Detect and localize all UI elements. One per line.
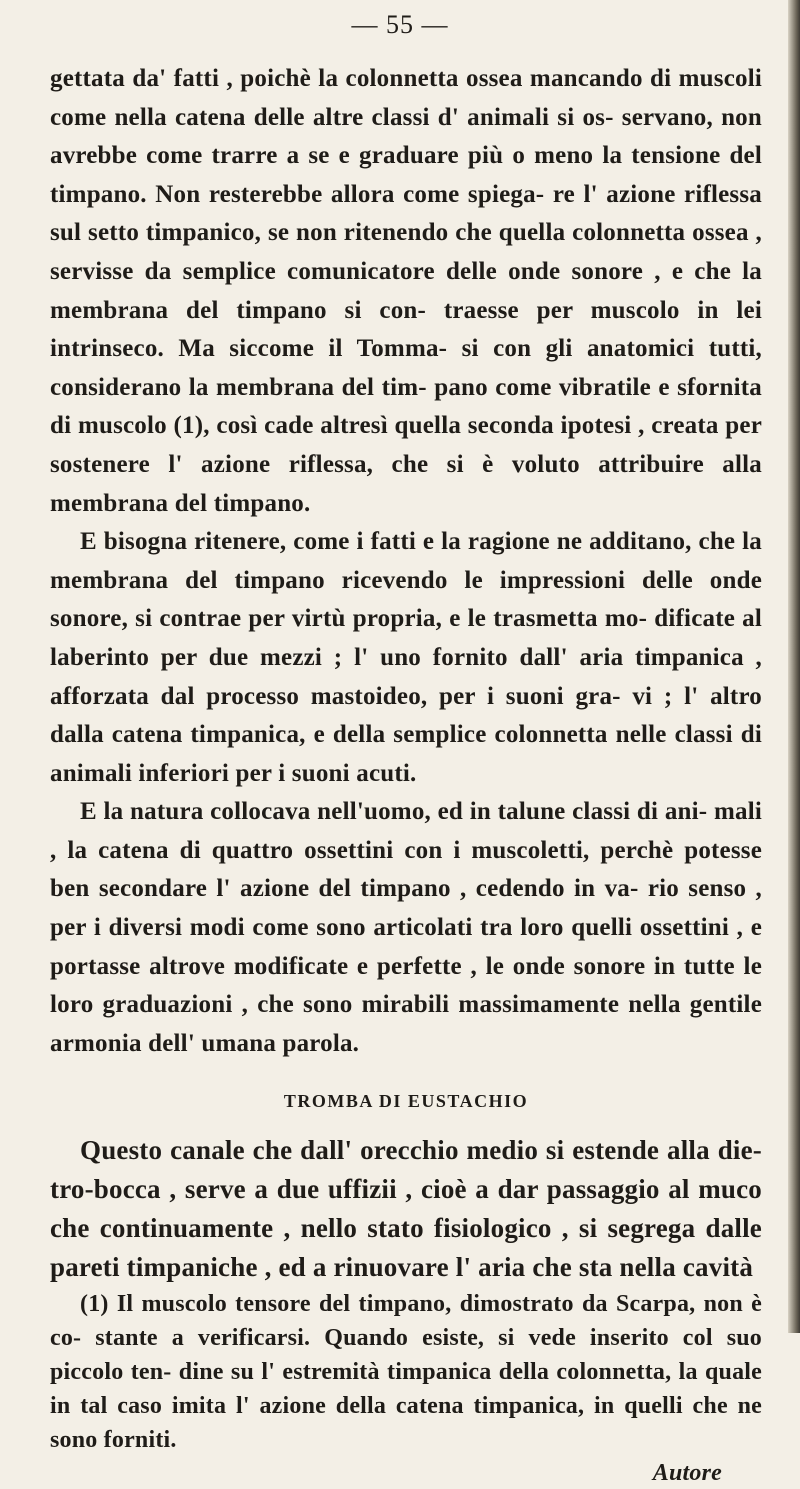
- page-number: — 55 —: [351, 10, 449, 39]
- paragraph-2: E bisogna ritenere, come i fatti e la ragione ne additano, che la membrana del timpano ricevendo le impressioni delle onde sonore, si contrae per virtù propria, e le trasmetta mo- dificate al laberinto per due mezzi ; l' uno fornito dall' aria timpanica , afforzata dal processo mastoideo, per i suoni gra- vi ; l' altro dalla catena timpanica, e della semplice colonnetta nelle classi di animali inferiori per i suoni acuti.: [50, 528, 762, 787]
- footnote-author: Autore: [652, 1460, 722, 1487]
- page-body: [50, 60, 762, 1489]
- section-heading: TROMBA DI EUSTACHIO: [283, 1091, 529, 1112]
- paragraph-3: E la natura collocava nell'uomo, ed in talune classi di ani- mali , la catena di quattro ossettini con i muscoletti, perchè potesse ben secondare l' azione del timpano , cedendo in va- rio senso , per i diversi modi come sono articolati tra loro quelli ossettini , e portasse altrove modificate e perfette , le onde sonore in tutte le loro graduazioni , che sono mirabili massimamente nella gentile armonia dell' umana parola.: [50, 798, 762, 1057]
- section-paragraph: Questo canale che dall' orecchio medio si estende alla die- tro-bocca , serve a due uffizii , cioè a dar passaggio al muco che continuamente , nello stato fisiologico , si segrega dalle pareti timpaniche , ed a rinuovare l' aria che sta nella cavità: [50, 1135, 762, 1283]
- page-edge-shadow: [788, 0, 800, 1333]
- paragraph-1: gettata da' fatti , poichè la colonnetta ossea mancando di muscoli come nella catena delle altre classi d' animali si os- servano, non avrebbe come trarre a se e graduare più o meno la tensione del timpano. Non resterebbe allora come spiega- re l' azione riflessa sul setto timpanico, se non ritenendo che quella colonnetta ossea , servisse da semplice comunicatore delle onde sonore , e che la membrana del timpano si con- traesse per muscolo in lei intrinseco. Ma siccome il Tomma- si con gli anatomici tutti, considerano la membrana del tim- pano come vibratile e sfornita di muscolo (1), così cade altresì quella seconda ipotesi , creata per sostenere l' azione riflessa, che si è voluto attribuire alla membrana del timpano.: [50, 65, 762, 517]
- footnote: (1) Il muscolo tensore del timpano, dimostrato da Scarpa, non è co- stante a verificarsi. Quando esiste, si vede inserito col suo piccolo ten- dine su l' estremità timpanica della colonnetta, la quale in tal caso imita l' azione della catena timpanica, in quelli che ne sono forniti.: [50, 1291, 762, 1454]
